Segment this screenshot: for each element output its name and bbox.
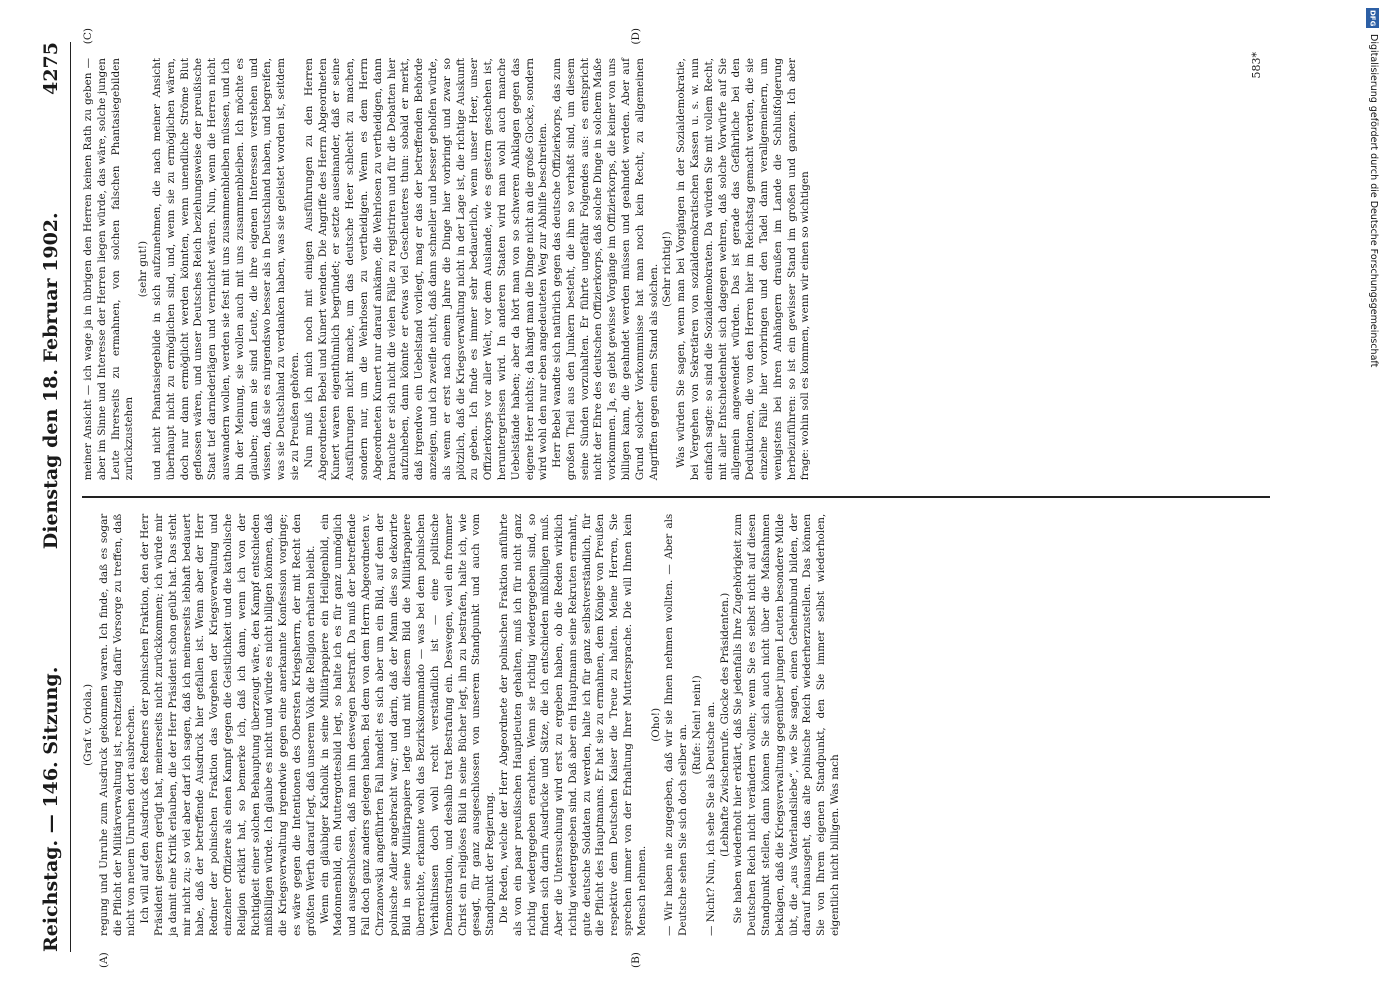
margin-letter-c: (C) [82,28,94,45]
margin-letter-d: (D) [630,28,642,45]
paragraph: Was würden Sie sagen, wenn man bei Vorgängen in der Sozialdemokratie, bei Vergehen von Sekretären von sozialdemokratischen Kassen u. s. w. nun einfach sagte: so sind die Sozialdemokraten. Da würden Sie mit vollem Recht, mit aller Entschiedenheit sich dagegen wehren, daß solche Vorwürfe auf Sie allgemein angewendet würden. Das ist gerade das Gefährliche bei den Deduktionen, die von den Herren hier im Reichstag gemacht werden, die sie einzelne Fälle hier vorbringen und den Tadel dann verallgemeinern, um wenigstens bei ihren Anhängern draußen im Lande die Schlußfolgerung herbeizuführen: so ist ein gewisser Stand im großen und ganzen. Ich aber frage: wohin soll es kommen, wenn wir einen so wichtigen [675,58,812,481]
paragraph: Ich will auf den Ausdruck des Redners der polnischen Fraktion, den der Herr Präsident gestern gerügt hat, meinerseits nicht zurückkommen; ich würde mir ja damit eine Kritik erlauben, die der Herr Präsident schon geübt hat. Das steht mir nicht zu; so viel aber darf ich sagen, daß ich meinerseits lebhaft bedauert habe, daß der betreffende Ausdruck hier gefallen ist. Wenn aber der Herr Redner der polnischen Fraktion das Vorgehen der Kriegsverwaltung und einzelner Offiziere als einen Kampf gegen die Geistlichkeit und die katholische Religion erklärt hat, so bemerke ich, daß ich dann, wenn ich von der Richtigkeit einer solchen Behauptung überzeugt wäre, den Kampf entschieden mißbilligen würde. Ich glaube es nicht und würde es nicht billigen können, daß die Kriegsverwaltung irgendwie gegen eine anerkannte Konfession vorginge; es wäre gegen die Intentionen des Obersten Kriegsherrn, der mit Recht den größten Werth darauf legt, daß unserem Volk die Religion erhalten bleibt. [139,513,317,936]
digitization-credit [1365,8,1379,968]
paragraph: — Wir haben nie zugegeben, daß wir sie Ihnen nehmen wollten. — Aber als Deutsche sehen Sie sich doch selber an. [663,513,690,936]
margin-letter-a: (A) [98,952,110,968]
paragraph: meiner Ansicht — ich wage ja in übrigen den Herren keinen Rath zu geben — aber im Sinne und Interesse der Herren liegen würde, das wäre, solche jungen Leute Ihrerseits zu ermahnen, von solchen falschen Phantasiegebilden zurückzustehen [82,58,136,481]
paragraph: Sie haben wiederholt hier erklärt, daß Sie jedenfalls Ihre Zugehörigkeit zum Deutschen Reich nicht verändern wollen; wenn Sie es selbst nicht auf diesen Standpunkt stellen, dann können Sie sich auch nicht über die Maßnahmen beklagen, daß die Kriegsverwaltung gegenüber jungen Leuten besondere Milde übt, die „aus Vaterlandsliebe“, wie Sie sagen, einen Geheimbund bilden, der darauf hinausgeht, das alte polnische Reich wiederherzustellen. Das können Sie von Ihrem eigenen Standpunkt, den Sie immer selbst wiederholen, eigentlich nicht billigen. Was nach [732,513,842,936]
interjection: (Sehr richtig!) [661,231,674,307]
rotated-page [40,28,1300,968]
interjection: (Lebhafte Zwischenrufe. Glocke des Präsidenten.) [718,592,731,857]
credit-text: Digitalisierung gefördert durch die Deutsche Forschungsgemeinschaft [1368,34,1379,368]
header-left: Reichstag. — 146. Sitzung. [40,666,62,952]
paragraph: Wenn ein gläubiger Katholik in seine Militärpapiere ein Heiligenbild, ein Madonnenbild, ein Muttergottesbild legt, so halte ich es für ganz unmöglich und ausgeschlossen, daß man ihn deswegen bestraft. Da muß der betreffende Fall doch ganz anders gelegen haben. Bei dem von dem Herrn Abgeordneten v. Chrzanowski angeführten Fall handelt es sich aber um ein Bild, auf dem der polnische Adler angebracht war; und darin, daß der Mann dies so dekorirte Bild in seine Militärpapiere legte und mit diesem Bild die Militärpapiere überreichte, erkannte wohl das Bezirkskommando — was bei dem polnischen Verhältnissen doch wohl recht verständlich ist — eine politische Demonstration, und deshalb trat Bestrafung ein. Deswegen, weil ein frommer Christ ein religiöses Bild in seine Bücher legt, ihn zu bestrafen, halte ich, wie gesagt, für ganz ausgeschlossen von unserem Standpunkt und auch vom Standpunkt der Regierung. [318,513,497,936]
signature-mark: 583* [1250,52,1264,79]
paragraph: regung und Unruhe zum Ausdruck gekommen waren. Ich finde, daß es sogar die Pflicht der Militärverwaltung ist, rechtzeitig dafür Vorsorge zu treffen, daß nicht von neuem Unruhen dort ausbrechen. [97,513,138,936]
right-column [82,28,1270,496]
margin-letter-b: (B) [630,952,642,968]
paragraph: Die Reden, welche der Herr Abgeordnete der polnischen Fraktion anführte als von ein paar preußischen Hauptleuten gehalten, muß ich für nicht ganz richtig wiedergegeben erachten. Wenn sie richtig wiedergegeben sind, so finden sich darin Ausdrücke und Sätze, die ich entschieden mißbilligen muß. Aber die Untersuchung wird erst zu ergeben haben, ob die Reden wirklich richtig wiedergegeben sind. Daß aber ein Hauptmann seine Rekruten ermahnt, gute deutsche Soldaten zu werden, halte ich für ganz selbstverständlich, für die Pflicht des Hauptmanns. Er hat sie zu ermahnen, dem Könige von Preußen respektive dem Deutschen Kaiser die Treue zu halten. Meine Herren, Sie sprechen immer von der Erhaltung Ihrer Muttersprache. Die will Ihnen kein Mensch nehmen. [497,513,648,936]
speaker-name: (Graf v. Oriola.) [82,683,94,766]
left-column [82,498,1270,968]
running-head [40,42,71,952]
text-columns [82,28,1270,968]
paragraph: Nun muß ich mich noch mit einigen Ausführungen zu den Herren Abgeordneten Bebel und Kunert wenden. Die Angriffe des Herrn Abgeordneten Kunert waren eigenthümlich begründet; er setzte auseinander, daß er seine Ausführungen nicht mache, um das deutsche Heer schlecht zu machen, sondern nur, um die Wehrlosen zu vertheidigen. Wenn es dem Herrn Abgeordneten Kunert nur darauf ankäme, die Wehrlosen zu vertheidigen, dann brauchte er sich nicht die vielen Fälle zu registriren und für die Debatten hier aufzuheben, dann könnte er etwas viel Gescheuteres thun: sobald er merkt, daß irgendwo ein Uebelstand vorliegt, mag er das der betreffenden Behörde anzeigen, und ich zweifle nicht, daß dann schneller und besser geholfen würde, als wenn er erst nach einem Jahre die Dinge hier vorbringt und zwar so plötzlich, daß die Kriegsverwaltung nicht in der Lage ist, die richtige Auskunft zu geben. Ich finde es immer sehr bedauerlich, wenn unser Heer, unser Offizierkorps vor aller Welt, vor dem Auslande, wie es gestern geschehen ist, heruntergerissen wird. In anderen Staaten wird man wohl auch manche Uebelstände haben; aber da hört man von so schweren Anklagen gegen das eigene Heer nichts; da hängt man die Dinge nicht an die große Glocke, sondern wird wohl den nur eben angedeuteten Weg zur Abhilfe beschreiten. [302,58,550,481]
interjection: (Rufe: Nein! nein!) [691,675,704,775]
paragraph: und nicht Phantasiegebilde in sich aufzunehmen, die nach meiner Ansicht überhaupt nicht zu ermöglichen sind, und, wenn sie zu ermöglichen wären, doch nur dann ermöglicht werden könnten, wenn unendliche Ströme Blut geflossen wären, und unser Deutsches Reich beziehungsweise der preußische Staat tief darniederlägen und vernichtet wären. Nun, wenn die Herren nicht auswandern wollen, werden sie fest mit uns zusammenbleiben müssen, und ich bin der Meinung, sie wollen auch mit uns zusammenbleiben. Ich möchte es glauben; denn sie sind Leute, die ihre eigenen Interessen verstehen und wissen, daß sie es nirgendswo besser als in Deutschland haben, und begreifen, was sie Deutschland zu verdanken haben, was sie geleistet worden ist, seitdem sie zu Preußen gehören. [150,58,301,481]
interjection: (Oho!) [649,708,662,742]
paragraph: Herr Bebel wandte sich natürlich gegen das deutsche Offizierkorps, das zum großen Theil aus den Junkern besteht, die ihm so verhaßt sind, um diesem seine Sünden vorzuhalten. Er führte ungefähr Folgendes aus: es entspricht nicht der Ehre des deutschen Offizierkorps, daß solche Dinge in solchem Maße vorkommen. Ja, es giebt gewisse Vorgänge im Offizierkorps, die keiner von uns billigen kann, die geahndet werden müssen und geahndet werden. Aber auf Grund solcher Vorkommnisse hat man noch kein Recht, zu allgemeinen Angriffen gegen einen Stand als solchen. [551,58,660,481]
page-number: 4275 [40,42,62,95]
interjection: (sehr gut!) [137,241,150,298]
dfg-logo: DFG [1366,8,1379,28]
header-center: Dienstag den 18. Februar 1902. [40,212,62,550]
paragraph: — Nicht? Nun, ich sehe Sie als Deutsche an. [704,701,717,936]
